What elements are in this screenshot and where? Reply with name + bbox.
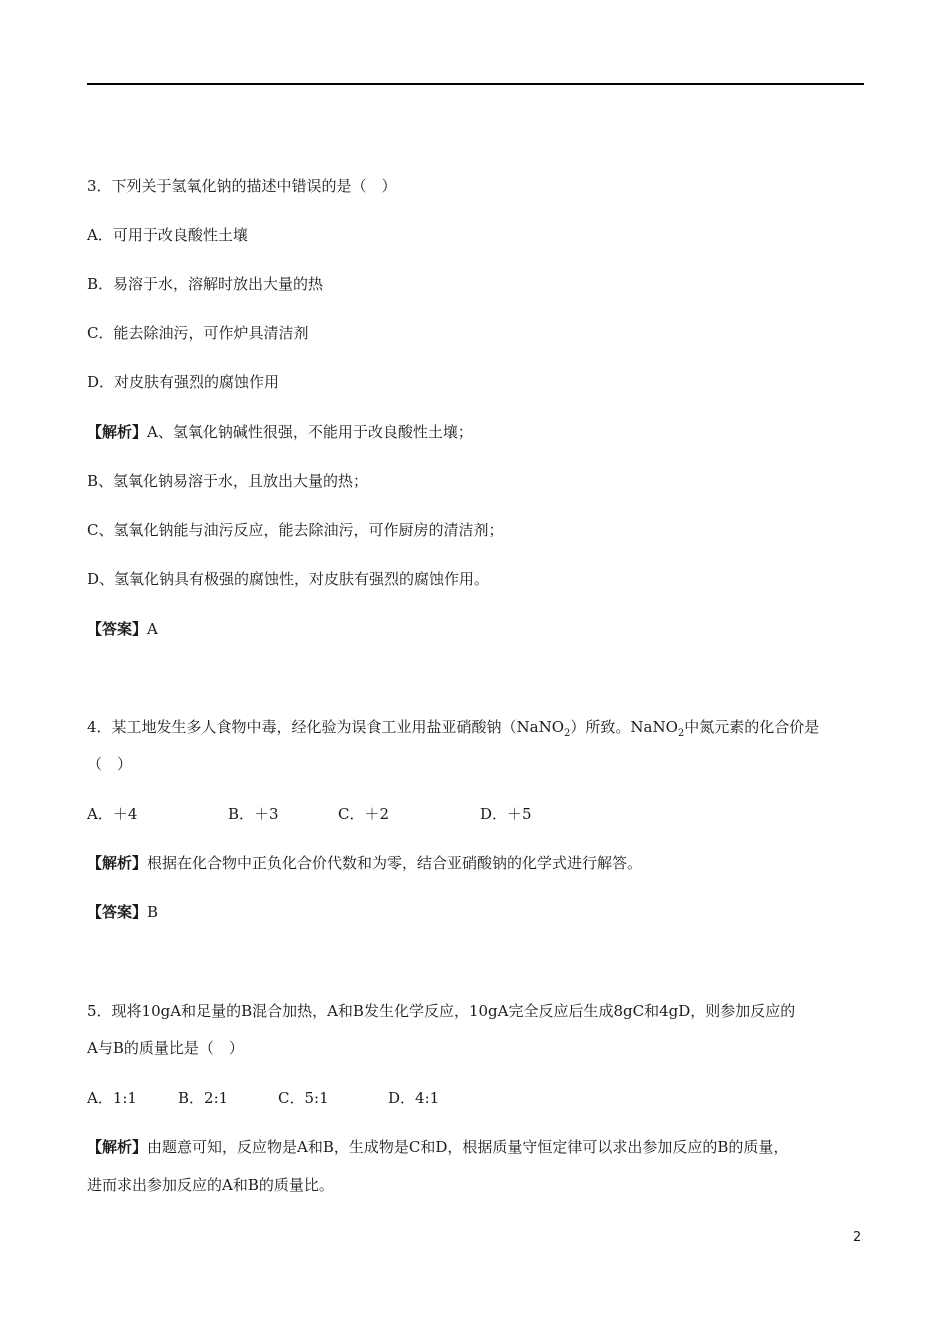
- q5-analysis-tag: 【解析】: [87, 1138, 148, 1156]
- q4-answer-line: [87, 902, 158, 922]
- q3-analysis-a: A、氢氧化钠碱性很强，不能用于改良酸性土壤；: [147, 423, 473, 441]
- q4-stem-part1: 4．某工地发生多人食物中毒，经化验为误食工业用盐亚硝酸钠（NaNO: [87, 718, 565, 736]
- q5-option-b: B．2:1: [178, 1089, 229, 1107]
- q4-answer: B: [147, 903, 159, 921]
- q3-analysis-line: [87, 422, 473, 442]
- q4-answer-tag: 【答案】: [87, 903, 148, 921]
- q3-analysis-b: B、氢氧化钠易溶于水，且放出大量的热；: [87, 472, 369, 490]
- q4-option-a: A．＋4: [87, 805, 138, 823]
- q3-stem: 3．下列关于氢氧化钠的描述中错误的是（ ）: [87, 177, 397, 195]
- q3-option-a: A．可用于改良酸性土壤: [87, 226, 248, 244]
- q5-stem-line2: A与B的质量比是（ ）: [87, 1039, 244, 1057]
- q4-analysis: 根据在化合物中正负化合价代数和为零，结合亚硝酸钠的化学式进行解答。: [147, 854, 643, 872]
- q3-answer: A: [147, 620, 158, 638]
- q3-analysis-c: C、氢氧化钠能与油污反应，能去除油污，可作厨房的清洁剂；: [87, 521, 504, 539]
- q3-answer-tag: 【答案】: [87, 620, 148, 638]
- q5-stem-line1: 5．现将10gA和足量的B混合加热，A和B发生化学反应，10gA完全反应后生成8gC和4gD，则参加反应的: [87, 1002, 796, 1020]
- q5-option-c: C．5:1: [278, 1089, 329, 1107]
- q3-option-c: C．能去除油污，可作炉具清洁剂: [87, 324, 309, 342]
- q4-analysis-tag: 【解析】: [87, 854, 148, 872]
- q5-analysis-line1: [87, 1137, 788, 1157]
- q4-option-d: D．＋5: [480, 805, 532, 823]
- q4-subscript-1: 2: [564, 728, 571, 739]
- q3-answer-line: [87, 619, 158, 639]
- q4-stem: [87, 717, 819, 744]
- q5-option-a: A．1:1: [87, 1089, 137, 1107]
- q5-option-d: D．4:1: [388, 1089, 440, 1107]
- q3-option-b: B．易溶于水，溶解时放出大量的热: [87, 275, 324, 293]
- header-rule: [87, 83, 864, 85]
- q3-analysis-d: D、氢氧化钠具有极强的腐蚀性，对皮肤有强烈的腐蚀作用。: [87, 570, 490, 588]
- q5-analysis-1: 由题意可知，反应物是A和B，生成物是C和D，根据质量守恒定律可以求出参加反应的B的质量，: [147, 1138, 789, 1156]
- q4-stem-part2: ）所致。NaNO: [570, 718, 678, 736]
- q4-option-c: C．＋2: [338, 805, 390, 823]
- page-number: 2: [853, 1230, 862, 1245]
- q4-analysis-line: [87, 853, 642, 873]
- q4-stem-line2: （ ）: [87, 755, 133, 773]
- q5-analysis-line2: 进而求出参加反应的A和B的质量比。: [87, 1176, 334, 1194]
- q3-analysis-tag: 【解析】: [87, 423, 148, 441]
- q4-stem-part3: 中氮元素的化合价是: [684, 718, 820, 736]
- q4-subscript-2: 2: [677, 728, 685, 739]
- q4-option-b: B．＋3: [228, 805, 279, 823]
- q3-option-d: D．对皮肤有强烈的腐蚀作用: [87, 373, 280, 391]
